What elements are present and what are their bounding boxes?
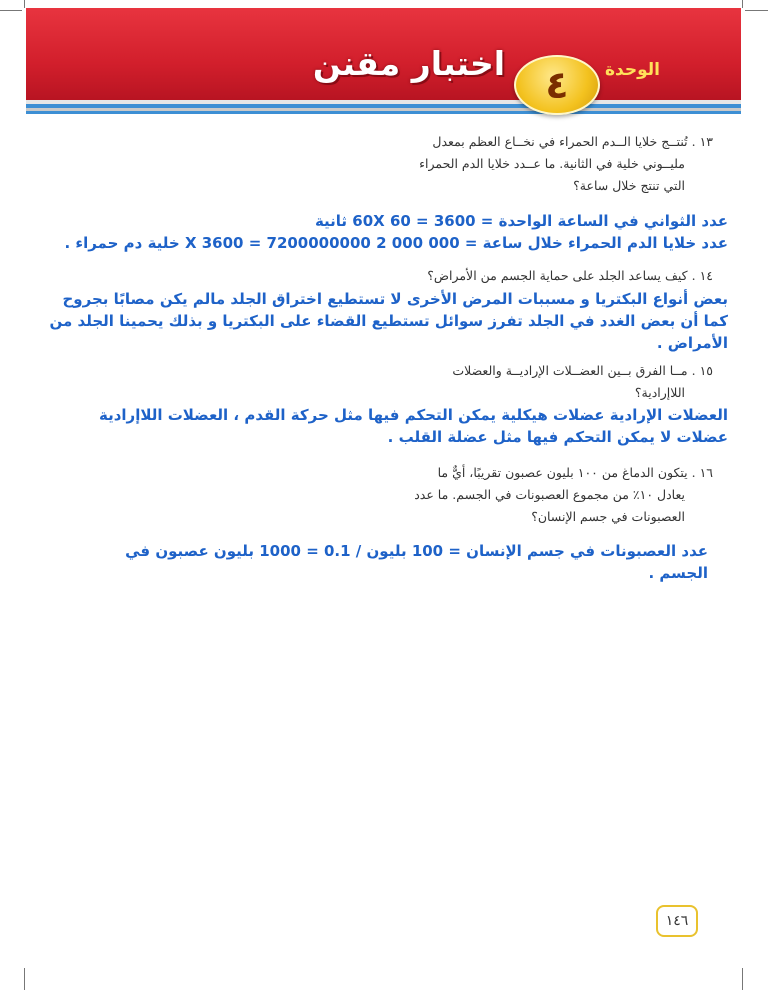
question-line: ١٥ . مــا الفرق بــين العضــلات الإراديــة والعضلات	[452, 363, 713, 378]
question-line: ١٦ . يتكون الدماغ من ١٠٠ بليون عصبون تقريبًا، أيٌّ ما	[437, 465, 713, 480]
answer-16	[28, 540, 708, 584]
question-line: اللاإرادية؟	[634, 385, 685, 400]
unit-number-badge: ٤	[514, 55, 600, 115]
answer-line: عدد خلايا الدم الحمراء خلال ساعة = 000 000 2 X 3600 = 7200000000 خلية دم حمراء .	[64, 234, 728, 252]
page-number: ١٤٦	[656, 905, 698, 937]
crop-mark	[0, 10, 22, 11]
question-line: مليــوني خلية في الثانية. ما عــدد خلايا الدم الحمراء	[419, 156, 685, 171]
answer-line: عضلات لا يمكن التحكم فيها مثل عضلة القلب .	[387, 428, 728, 446]
crop-mark	[742, 968, 743, 990]
crop-mark	[24, 968, 25, 990]
question-line: ١٤ . كيف يساعد الجلد على حماية الجسم من الأمراض؟	[427, 268, 713, 283]
answer-15	[28, 404, 728, 448]
question-line: يعادل ١٠٪ من مجموع العصبونات في الجسم. ما عدد	[414, 487, 685, 502]
answer-line: بعض أنواع البكتريا و مسببات المرض الأخرى لا تستطيع اختراق الجلد مالم يكن مصابًا بجروح	[62, 290, 728, 308]
answer-14	[28, 288, 728, 354]
question-13	[383, 131, 713, 197]
question-16	[383, 462, 713, 528]
crop-mark	[745, 10, 768, 11]
question-line: التي تنتج خلال ساعة؟	[573, 178, 685, 193]
unit-label: الوحدة	[605, 60, 660, 80]
crop-mark	[742, 0, 743, 8]
answer-line: الجسم .	[648, 564, 708, 582]
crop-mark	[24, 0, 25, 8]
question-line: العصبونات في جسم الإنسان؟	[531, 509, 685, 524]
answer-line: العضلات الإرادية عضلات هيكلية يمكن التحكم فيها مثل حركة القدم ، العضلات اللاإرادية	[98, 406, 728, 424]
answer-line: الأمراض .	[656, 334, 728, 352]
answer-line: عدد العصبونات في جسم الإنسان = 100 بليون / 0.1 = 1000 بليون عصبون في	[125, 542, 708, 560]
question-14	[383, 265, 713, 287]
answer-13	[28, 210, 728, 254]
page-title: اختبار مقنن	[312, 44, 506, 83]
answer-line: عدد الثواني في الساعة الواحدة = 60X 60 = 3600 ثانية	[314, 212, 728, 230]
answer-line: كما أن بعض الغدد في الجلد تفرز سوائل تستطيع القضاء على البكتريا و بذلك يحمينا الجلد من	[49, 312, 728, 330]
question-15	[383, 360, 713, 404]
question-line: ١٣ . تُنتــج خلايا الــدم الحمراء في نخــاع العظم بمعدل	[432, 134, 713, 149]
header-stripe	[26, 111, 741, 114]
